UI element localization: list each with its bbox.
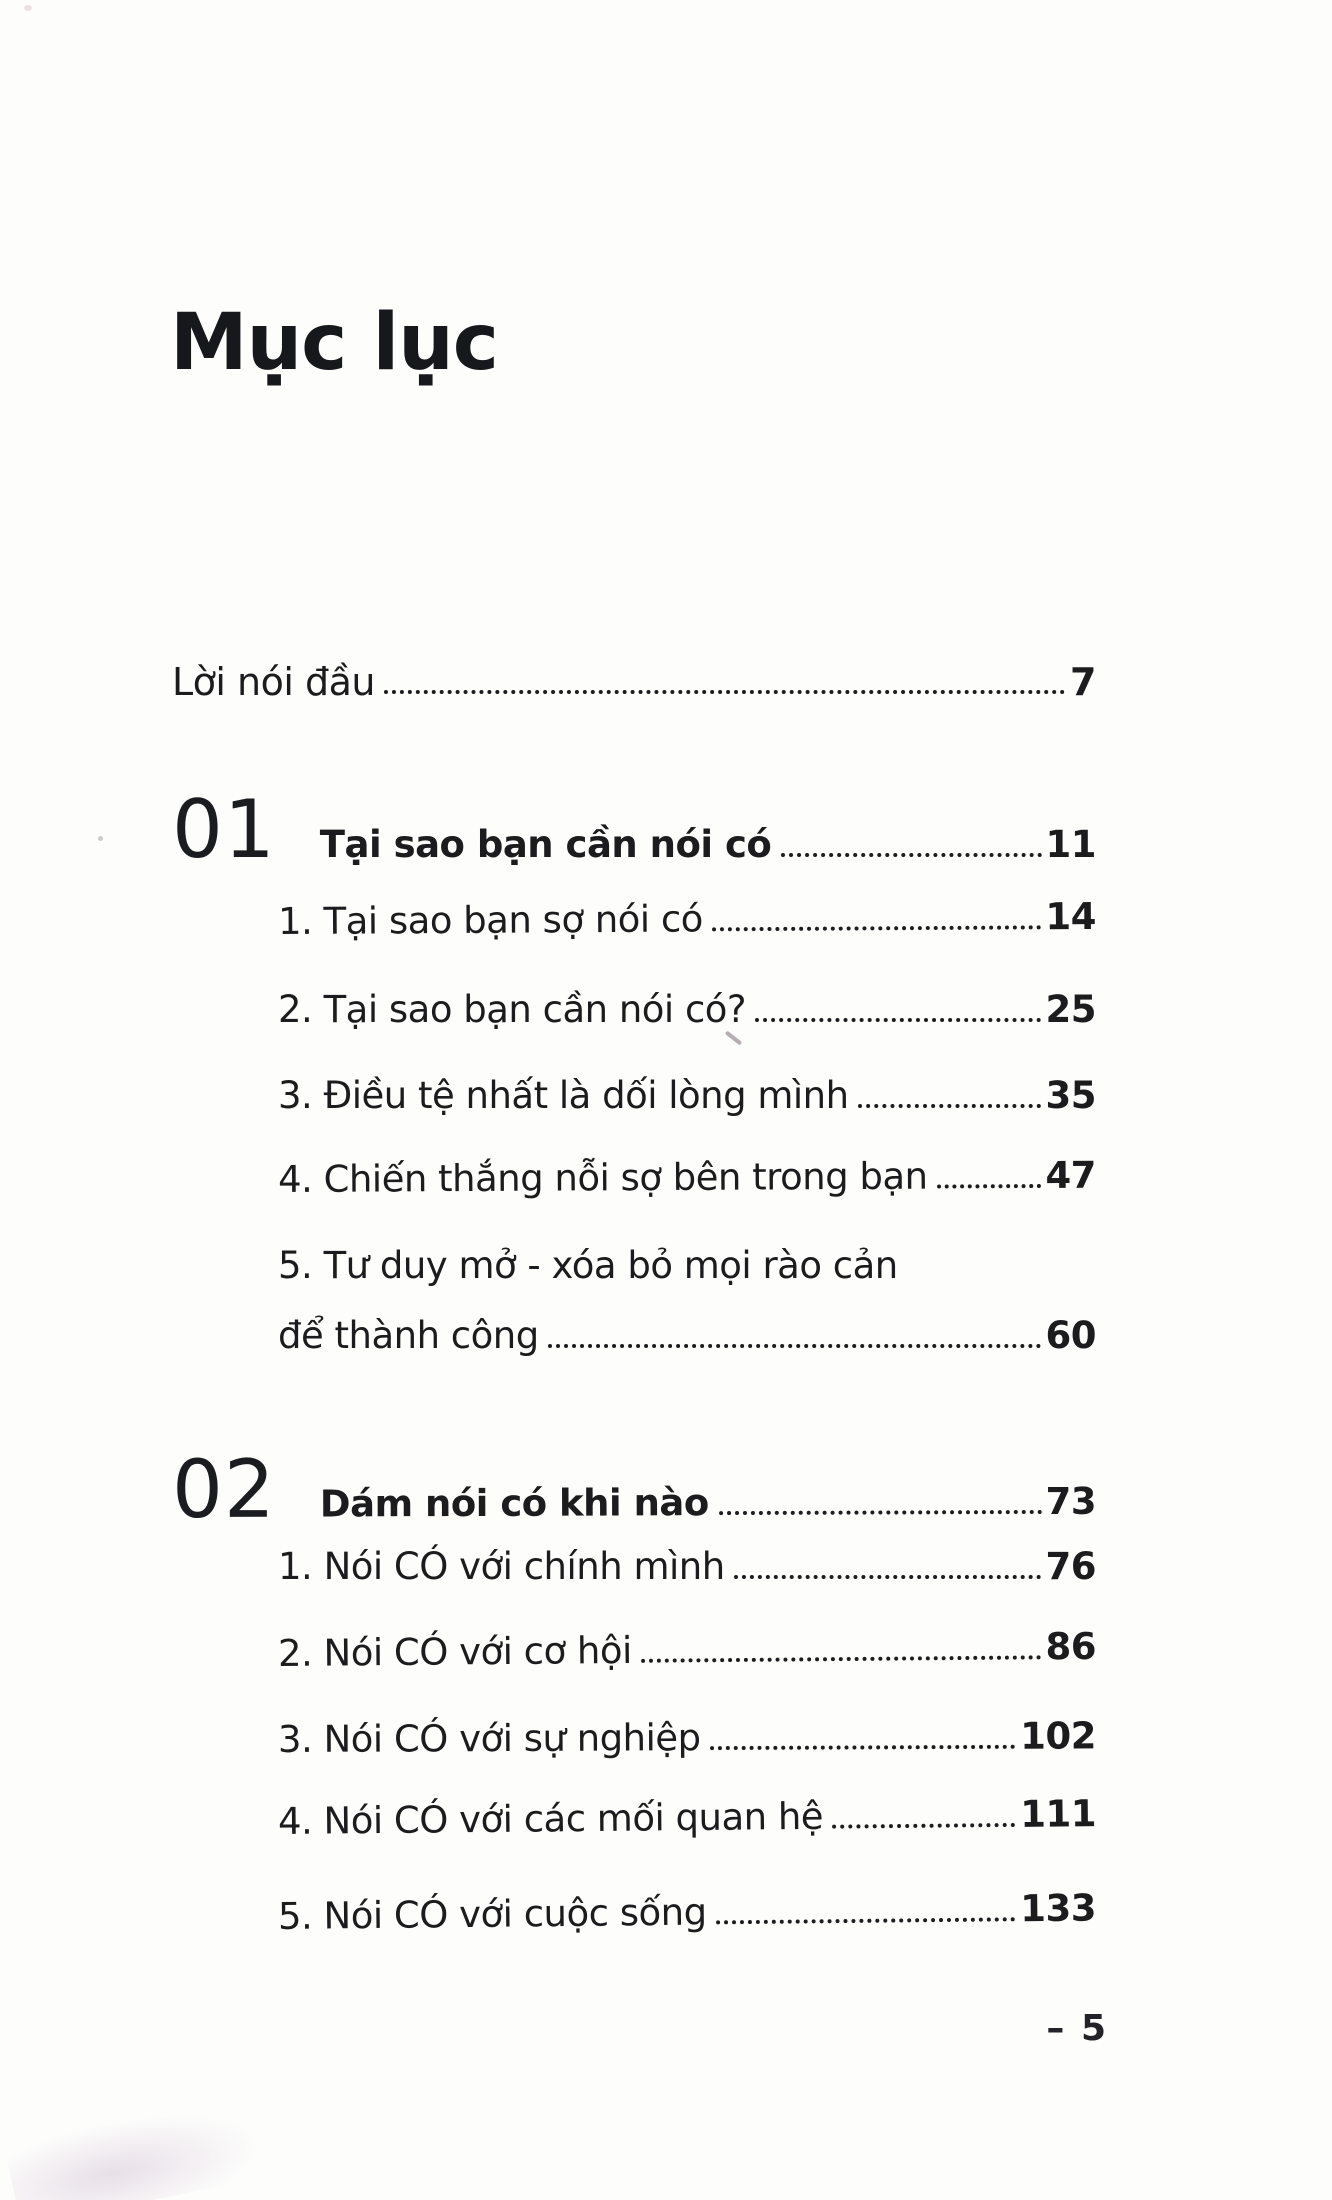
- dot-leader: [641, 1655, 1041, 1662]
- section-number: 01: [172, 783, 276, 876]
- toc-entry: [278, 1625, 1096, 1676]
- dot-leader: [937, 1184, 1041, 1189]
- section-page: 73: [1045, 1479, 1097, 1523]
- toc-entry-page: 76: [1045, 1545, 1096, 1588]
- scan-artifact-smudge: [4, 2093, 266, 2200]
- section-title: Dám nói có khi nào: [319, 1481, 709, 1526]
- page-title: Mục lục: [170, 298, 499, 389]
- scan-artifact-speck: [24, 5, 32, 11]
- toc-entry-label: 2. Nói CÓ với cơ hội: [277, 1628, 632, 1675]
- dot-leader: [716, 1917, 1016, 1924]
- toc-entry-page: 35: [1045, 1074, 1096, 1117]
- dot-leader: [719, 1510, 1042, 1515]
- toc-entry-label: 4. Chiến thắng nỗi sợ bên trong bạn: [277, 1154, 928, 1201]
- toc-entry-label: Lời nói đầu: [172, 660, 376, 704]
- toc-entry-label: 3. Điều tệ nhất là dối lòng mình: [278, 1074, 849, 1117]
- toc-entry-page: 86: [1045, 1624, 1097, 1669]
- toc-entry-label: 2. Tại sao bạn cần nói có?: [278, 988, 747, 1031]
- section-title-row: [320, 1480, 1096, 1527]
- toc-entry: [278, 1074, 1096, 1118]
- dot-leader: [712, 925, 1041, 931]
- toc-entry-page: 133: [1019, 1886, 1097, 1931]
- toc-entry-line1: [278, 1244, 1096, 1288]
- scan-artifact-tick: [725, 1031, 742, 1046]
- toc-entry-label: 1. Tại sao bạn sợ nói có: [277, 897, 704, 943]
- toc-entry-label: 1. Nói CÓ với chính mình: [278, 1545, 725, 1588]
- toc-entry-page: 60: [1045, 1314, 1096, 1357]
- toc-entry-page: 25: [1045, 988, 1096, 1031]
- dot-leader: [710, 1745, 1016, 1750]
- folio-page-number: – 5: [1046, 2008, 1108, 2049]
- toc-entry-label: để thành công: [278, 1314, 539, 1357]
- dot-leader: [832, 1823, 1015, 1829]
- section-header-02: [171, 1442, 1097, 1536]
- toc-entry: [278, 895, 1096, 944]
- toc-entry: [278, 988, 1096, 1032]
- dot-leader: [755, 1018, 1040, 1022]
- toc-entry-page: 14: [1045, 895, 1097, 939]
- section-header-01: [172, 783, 1096, 876]
- section-page: 11: [1045, 823, 1096, 866]
- toc-entry: [278, 1154, 1096, 1202]
- toc-entry-label: 4. Nói CÓ với các mối quan hệ: [277, 1794, 824, 1843]
- section-title: Tại sao bạn cần nói có: [319, 823, 772, 866]
- toc-entry: [278, 1792, 1096, 1844]
- toc-entry-page: 102: [1020, 1714, 1097, 1758]
- toc-entry-page: 7: [1070, 660, 1096, 704]
- toc-entry-label: 3. Nói CÓ với sự nghiệp: [277, 1716, 701, 1761]
- dot-leader: [858, 1104, 1041, 1108]
- toc-entry: [278, 1714, 1096, 1762]
- toc-entry-page: 111: [1020, 1792, 1097, 1836]
- scan-artifact-dot: [98, 836, 103, 841]
- toc-entry: [278, 1545, 1096, 1589]
- dot-leader: [734, 1575, 1041, 1579]
- toc-entry-label: 5. Nói CÓ với cuộc sống: [277, 1890, 707, 1938]
- dot-leader: [781, 853, 1041, 857]
- section-title-row: [320, 823, 1096, 867]
- toc-entry-preface: [172, 660, 1096, 704]
- dot-leader: [548, 1344, 1041, 1348]
- dot-leader: [384, 690, 1065, 694]
- toc-entry: [278, 1886, 1096, 1939]
- toc-entry-line2: [278, 1314, 1096, 1358]
- toc-entry-page: 47: [1045, 1153, 1097, 1197]
- section-number: 02: [171, 1442, 276, 1536]
- toc-entry-label: 5. Tư duy mở - xóa bỏ mọi rào cản: [278, 1244, 898, 1287]
